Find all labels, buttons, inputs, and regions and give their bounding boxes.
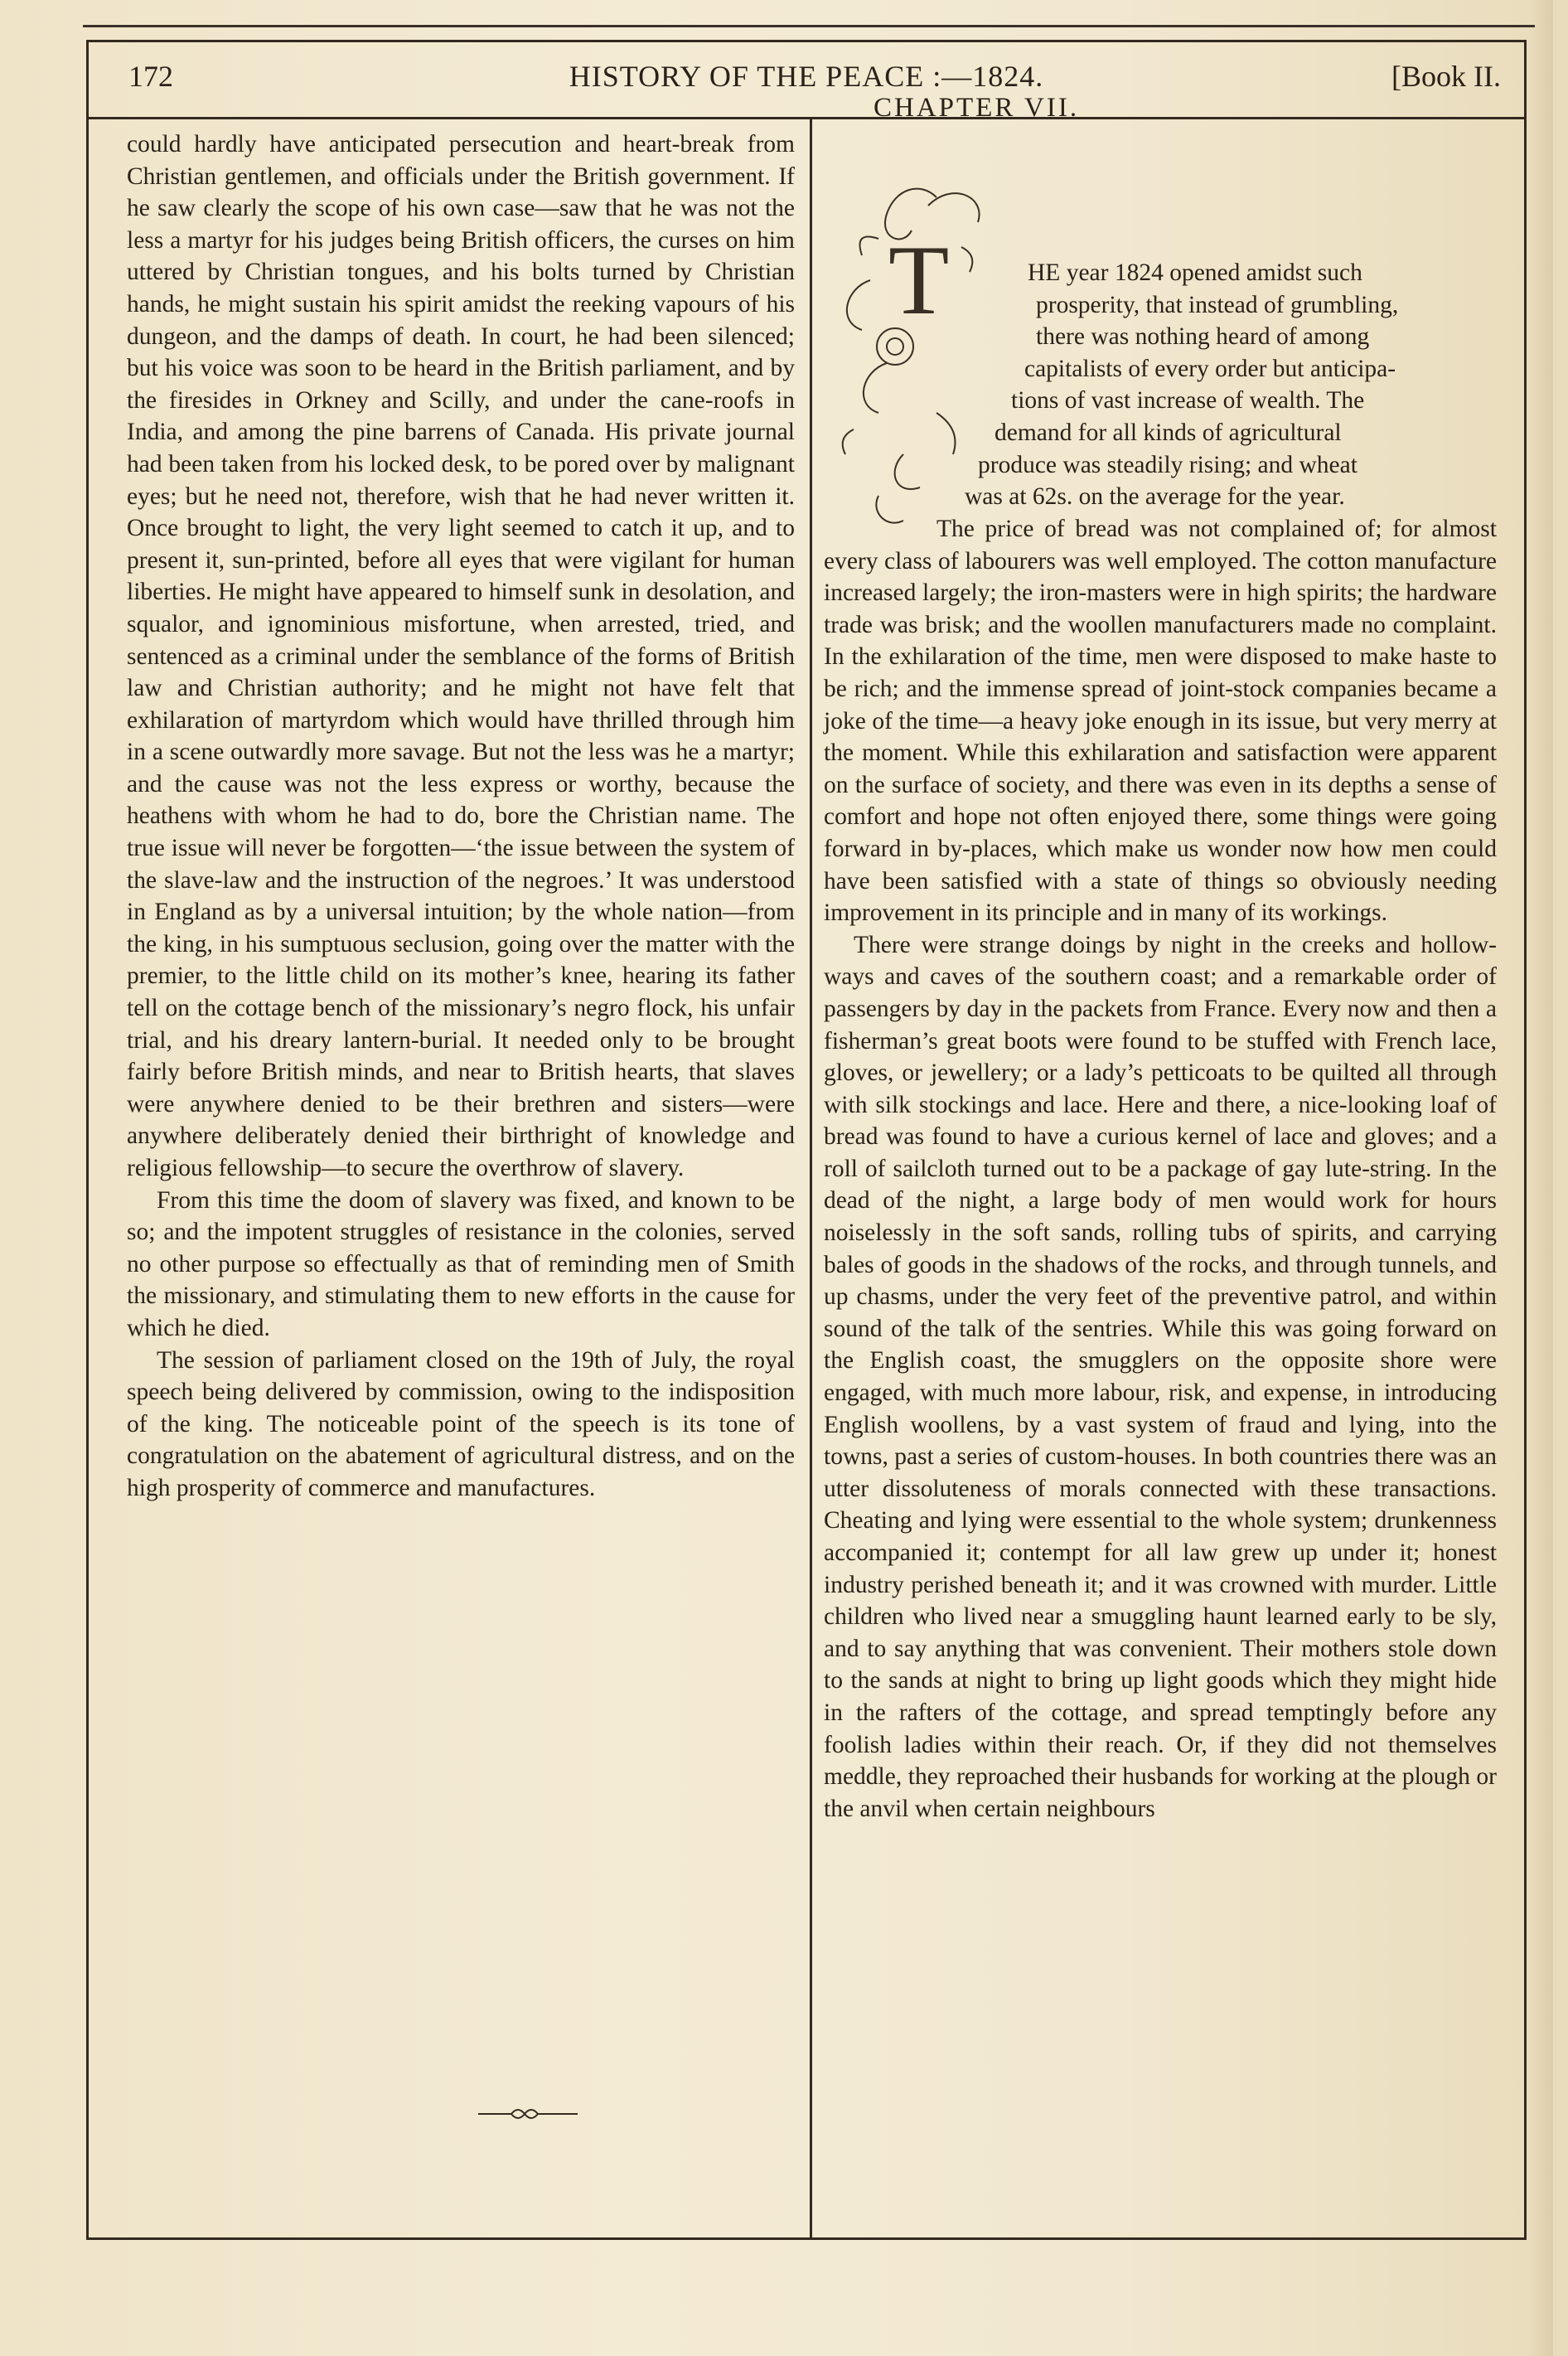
- running-title: HISTORY OF THE PEACE :—1824.: [569, 60, 1044, 93]
- text-line: there was nothing heard of among: [1036, 323, 1370, 351]
- page-shadow: [1528, 0, 1553, 2356]
- right-column: [824, 513, 1497, 1825]
- chapter-heading: CHAPTER VII.: [874, 93, 1080, 123]
- book-label: [Book II.: [1391, 60, 1501, 93]
- paragraph: There were strange doings by night in the creeks and hollow-ways and caves of the southern coast; and a remarkable order of passengers by day in the packets from France. Every now and then a fisherman’s great boots were found to be stuffed with French lace, gloves, or jewellery; or a lady’s petticoats to be quilted all through with silk stockings and lace. Here and there, a nice-looking loaf of bread was found to have a curious kernel of lace and gloves; and a roll of sailcloth turned out to be a package of gay lute-string. In the dead of the night, a large body of men would work for hours noiselessly in the soft sands, rolling tubs of spirits, and carrying bales of goods in the shadows of the rocks, and through tunnels, and up chasms, under the very feet of the preventive patrol, and within sound of the talk of the sentries. While this was going forward on the English coast, the smugglers on the opposite shore were engaged, with much more labour, risk, and expense, in introducing English woollens, by a vast system of fraud and lying, into the towns, past a series of custom-houses. In both countries there was an utter dissoluteness of morals connected with these transactions. Cheating and lying were essential to the whole system; drunkenness accompanied it; contempt for all law grew up under it; honest industry perished beneath it; and it was crowned with murder. Little children who lived near a smuggling haunt learned early to be sly, and to say anything that was convenient. Their mothers stole down to the sands at night to bring up light goods which they might hide in the rafters of the cottage, and spread temptingly before any foolish ladies within their reach. Or, if they did not themselves meddle, they reproached their husbands for working at the plough or the anvil when certain neighbours: [824, 931, 1497, 1822]
- drop-cap-letter: T: [888, 225, 950, 335]
- paragraph: The session of parliament closed on the 19th of July, the royal speech being delivered by commission, owing to the indisposition of the king. The noticeable point of the speech is its tone of congratulation on the abatement of agricultural distress, and on the high prosperity of commerce and manufactures.: [127, 1346, 795, 1501]
- paragraph: From this time the doom of slavery was fixed, and known to be so; and the impotent struggles of resistance in the colonies, served no other purpose so effectually as that of reminding men of Smith the missionary, and stimulating them to new efforts in the cause for which he died.: [127, 1186, 795, 1341]
- running-header: [89, 42, 1524, 119]
- top-edge-rule: [83, 25, 1535, 27]
- left-column: [127, 128, 795, 1505]
- text-line: produce was steadily rising; and wheat: [978, 451, 1357, 478]
- text-line: prosperity, that instead of grumbling,: [1036, 291, 1399, 318]
- text-line: HE year 1824 opened amidst such: [1028, 259, 1362, 286]
- column-divider: [810, 117, 812, 2237]
- drop-cap-lines: [965, 257, 1502, 513]
- paragraph: could hardly have anticipated persecution and heart-break from Christian gentlemen, and officials under the British government. If he saw clearly the scope of his own case—saw that he was not the less a martyr for his judges being British officers, the curses on him uttered by Christian tongues, and his bolts turned by Christian hands, he might sustain his spirit amidst the reeking vapours of his dungeon, and the damps of death. In court, he had been silenced; but his voice was soon to be heard in the British parliament, and by the firesides in Orkney and Scilly, and under the cane-roofs in India, and among the pine barrens of Canada. His private journal had been taken from his locked desk, to be pored over by malignant eyes; but he need not, therefore, wish that he had never written it. Once brought to light, the very light seemed to catch it up, and to present it, sun-printed, before all eyes that were vigilant for human liberties. He might have appeared to himself sunk in desolation, and squalor, and ignominious misfortune, when arrested, tried, and sentenced as a criminal under the semblance of the forms of British law and Christian authority; and he might not have felt that exhilaration of martyrdom which would have thrilled through him in a scene outwardly more savage. But not the less was he a martyr; and the cause was not the less express or worthy, because the heathens with whom he had to do, bore the Christian name. The true issue will never be forgotten—‘the issue between the system of the slave-law and the instruction of the negroes.’ It was understood in England as by a universal intuition; by the whole nation—from the king, in his sumptuous seclusion, going over the matter with the premier, to the little child on its mother’s knee, hearing its father tell on the cottage bench of the missionary’s negro flock, his unfair trial, and his dreary lantern-burial. It needed only to be brought fairly before British minds, and near to British hearts, that slaves were anywhere denied to be their brethren and sisters—were anywhere deliberately denied their birthright of knowledge and religious fellowship—to secure the overthrow of slavery.: [127, 131, 795, 1181]
- text-line: demand for all kinds of agricultural: [995, 419, 1342, 446]
- text-line: was at 62s. on the average for the year.: [965, 483, 1345, 511]
- text-line: tions of vast increase of wealth. The: [1011, 387, 1365, 414]
- page-number: 172: [128, 60, 173, 93]
- text-line: capitalists of every order but anticipa-: [1024, 355, 1396, 382]
- section-end-ornament-icon: [478, 2101, 578, 2126]
- paragraph: The price of bread was not complained of; for almost every class of labourers was well employed. The cotton manufacture increased largely; the iron-masters were in high spirits; the hardware trade was brisk; and the woollen manufacturers made no complaint. In the exhilaration of the time, men were disposed to make haste to be rich; and the immense spread of joint-stock companies became a joke of the time—a heavy joke enough in its issue, but very merry at the moment. While this exhilaration and satisfaction were apparent on the surface of society, and there was even in its depths a sense of comfort and hope not often enjoyed there, some things were going forward in by-places, which make us wonder now how men could have been satisfied with a state of things so obviously needing improvement in its principle and in many of its workings.: [824, 516, 1497, 927]
